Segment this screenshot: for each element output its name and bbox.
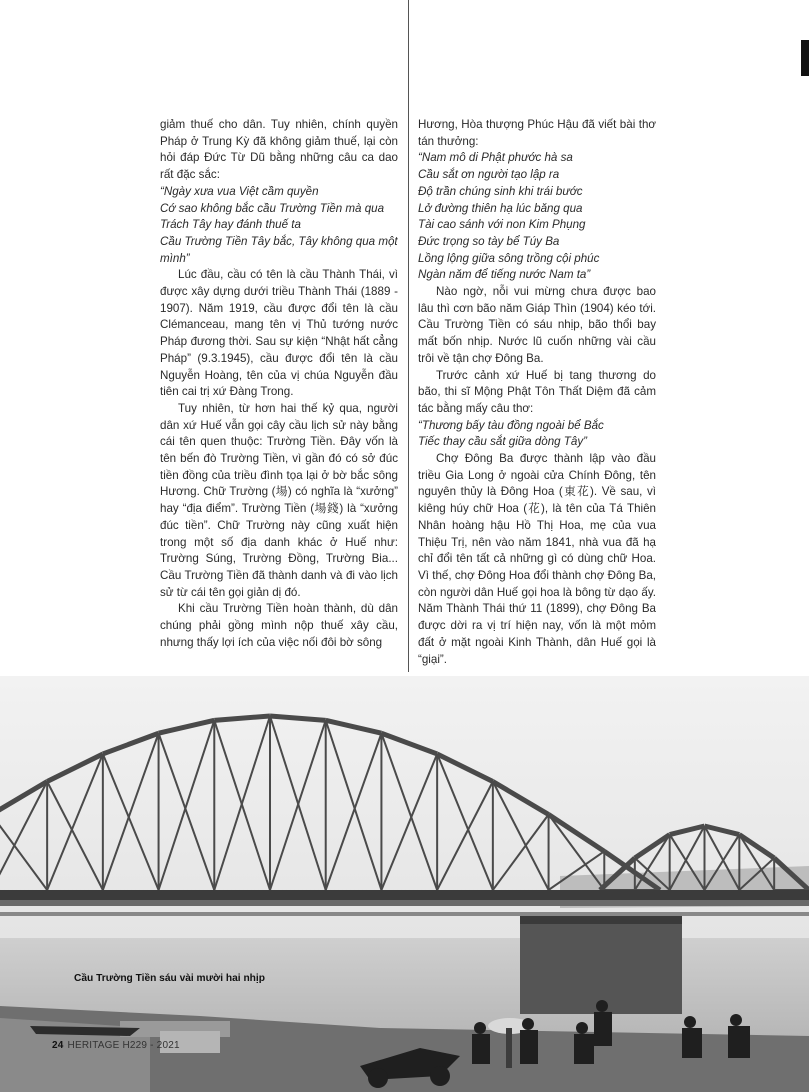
photo-caption: Cầu Trường Tiền sáu vài mười hai nhịp <box>74 973 265 984</box>
publication-info: HERITAGE H229 - 2021 <box>67 1040 180 1051</box>
page-number: 24 <box>52 1040 64 1051</box>
article-column-right <box>418 117 656 668</box>
poem-line: Cầu sắt ơn người tạo lập ra <box>418 168 560 182</box>
poem-line: “Nam mô di Phật phước hà sa <box>418 151 573 165</box>
paragraph: Lúc đầu, cầu có tên là cầu Thành Thái, vì được xây dựng dưới triều Thành Thái (1889 - 1907). Năm 1919, cầu được đổi tên là cầu Clémanceau, mang tên vị Thủ tướng nước Pháp đương thời. Sau sự kiện “Nhật hất cẳng Pháp” (9.3.1945), cầu được đổi tên là cầu Nguyễn Hoàng, tên của vị chúa Nguyễn đầu tiên cai trị xứ Đàng Trong. <box>160 268 398 399</box>
poem-line: Ngàn năm để tiếng nước Nam ta” <box>418 268 591 282</box>
paragraph: Trước cảnh xứ Huế bị tang thương do bão, thi sĩ Mộng Phật Tôn Thất Diệm đã cảm tác bằng mấy câu thơ: <box>418 368 656 415</box>
poem-line: Lồng lộng giữa sông trồng cội phúc <box>418 251 600 265</box>
poem-line: Trách Tây hay đánh thuế ta <box>160 218 301 232</box>
paragraph: giảm thuế cho dân. Tuy nhiên, chính quyền Pháp ở Trung Kỳ đã không giảm thuế, lại còn hỏi đáp Đức Từ Dũ bằng những câu ca dao rất đặc sắc: <box>160 118 398 182</box>
poem-line: Lở đường thiên hạ lúc băng qua <box>418 201 583 215</box>
paragraph: Hương, Hòa thượng Phúc Hậu đã viết bài thơ tán thưởng: <box>418 118 656 148</box>
poem-line: Cầu Trường Tiền Tây bắc, Tây không qua một mình” <box>160 234 398 265</box>
poem-line: Cớ sao không bắc cầu Trường Tiền mà qua <box>160 201 385 215</box>
paragraph: Chợ Đông Ba được thành lập vào đầu triều Gia Long ở ngoài cửa Chính Đông, tên nguyên thủy là Đông Hoa (東花). Về sau, vì kiêng húy chữ Hoa (花), là tên của Tá Thiên Nhân hoàng hậu Hồ Thị Hoa, mẹ của vua Thiệu Trị, nên vào năm 1841, nhà vua đã hạ chỉ đổi tên tất cả những gì có dùng chữ Hoa. Vì thế, chợ Đông Hoa đổi thành chợ Đông Ba, còn người dân Huế gọi hoa là bông từ dạo ấy. Năm Thành Thái thứ 11 (1899), chợ Đông Ba được dời ra vị trí hiện nay, vốn là một mỏm đất ở mặt ngoài Kinh Thành, dân Huế gọi là “giại”. <box>418 452 656 666</box>
paragraph: Nào ngờ, nỗi vui mừng chưa được bao lâu thì cơn bão năm Giáp Thìn (1904) kéo tới. Cầu Trường Tiền có sáu nhịp, bão thổi bay mất bốn nhịp. Nước lũ cuốn những vài cầu trôi về tận chợ Đông Ba. <box>418 285 656 365</box>
poem-line: Tiếc thay cầu sắt giữa dòng Tây” <box>418 435 587 449</box>
paragraph: Khi cầu Trường Tiền hoàn thành, dù dân chúng phải gồng mình nộp thuế xây cầu, nhưng thấy lợi ích của việc nối đôi bờ sông <box>160 602 398 649</box>
poem-line: “Thương bấy tàu đồng ngoài bể Bắc <box>418 418 604 432</box>
article-column-left <box>160 117 398 652</box>
poem-line: “Ngày xưa vua Việt cầm quyền <box>160 184 319 198</box>
column-divider <box>408 0 409 672</box>
paragraph: Tuy nhiên, từ hơn hai thế kỷ qua, người dân xứ Huế vẫn gọi cây cầu lịch sử này bằng cái tên quen thuộc: Trường Tiền. Đây vốn là tên bến đò Trường Tiền, vì gần đó có sở đúc tiền đồng của triều đình tọa lại ở bờ bắc sông Hương. Chữ Trường (場) có nghĩa là “xưởng” hay “địa điểm”. Trường Tiền (場錢) là “xưởng đúc tiền”. Chữ Trường này cũng xuất hiện trong một số địa danh khác ở Huế như: Trường Súng, Trường Đồng, Trường Bia... Cầu Trường Tiền đã thành danh và đi vào lịch sử từ cái tên gọi giản dị đó. <box>160 401 398 599</box>
page-edge-tab <box>801 40 809 76</box>
poem-line: Tài cao sánh với non Kim Phụng <box>418 218 586 232</box>
bridge-photo <box>0 676 809 1092</box>
page-footer <box>52 1040 180 1051</box>
poem-line: Độ trần chúng sinh khi trái bước <box>418 184 583 198</box>
poem-line: Đức trọng so tày bể Túy Ba <box>418 234 560 248</box>
